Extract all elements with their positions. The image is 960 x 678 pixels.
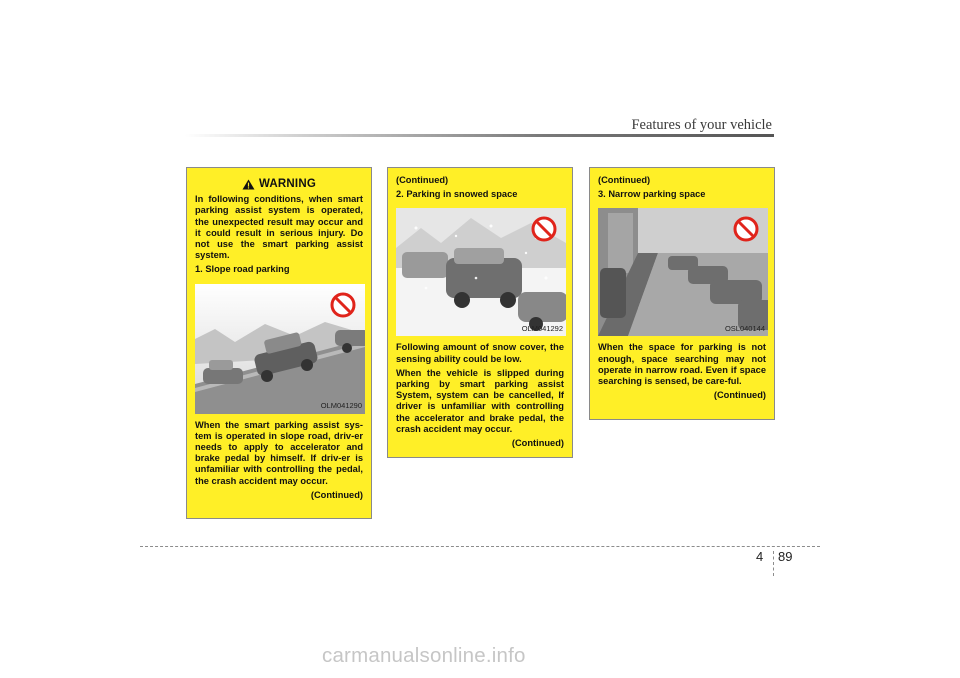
footer-rule bbox=[140, 546, 820, 547]
warning-title: WARNING bbox=[259, 178, 316, 190]
item-title-snow: 2. Parking in snowed space bbox=[396, 189, 518, 200]
item-title-slope: 1. Slope road parking bbox=[195, 264, 290, 275]
continued-label: (Continued) bbox=[511, 438, 564, 449]
continued-top: (Continued) bbox=[598, 175, 651, 185]
continued-label: (Continued) bbox=[713, 390, 766, 401]
header-rule bbox=[185, 134, 774, 137]
snow-body-1: Following amount of snow cover, the sensing ability could be low. bbox=[396, 342, 564, 364]
snow-body-2: When the vehicle is slipped during parking by smart parking assist System, system can be cancelled, If driver is unfamiliar with controlling the accelerator and brake pedal, the crash accident may occur. bbox=[396, 367, 564, 434]
section-number: 4 bbox=[756, 549, 764, 564]
prohibited-icon bbox=[531, 216, 557, 242]
running-header-title: Features of your vehicle bbox=[631, 117, 772, 133]
slope-illustration bbox=[195, 284, 365, 414]
image-code: OLM041290 bbox=[320, 401, 362, 411]
snow-illustration bbox=[396, 208, 566, 336]
narrow-body: When the space for parking is not enough, space searching may not operate in narrow road. Even if space searching is sensed, be care-ful. bbox=[598, 342, 766, 387]
warning-heading bbox=[195, 179, 363, 190]
page-number-divider bbox=[773, 551, 774, 576]
item-title-narrow: 3. Narrow parking space bbox=[598, 189, 706, 200]
site-watermark: carmanualsonline.info bbox=[322, 644, 526, 667]
narrow-illustration bbox=[598, 208, 768, 336]
warning-intro: In following conditions, when smart parking assist system is operated, the unexpected result may occur and it could result in serious injury. Do not use the smart parking assist system. bbox=[195, 194, 363, 261]
warning-box-narrow bbox=[589, 167, 775, 420]
image-code: OSL040144 bbox=[724, 324, 765, 334]
continued-top: (Continued) bbox=[396, 175, 449, 185]
warning-triangle-icon bbox=[242, 179, 255, 190]
continued-label: (Continued) bbox=[310, 489, 363, 500]
warning-box-slope bbox=[186, 167, 372, 519]
slope-body: When the smart parking assist sys-tem is operated in slope road, driv-er needs to apply to accelerator and brake pedal by himself. If driv-er is unfamiliar with controlling the pedal, the crash accident may occur. bbox=[195, 419, 363, 486]
warning-box-snow bbox=[387, 167, 573, 458]
prohibited-icon bbox=[330, 292, 356, 318]
image-code: OLM041292 bbox=[521, 324, 563, 334]
prohibited-icon bbox=[733, 216, 759, 242]
page-number: 89 bbox=[778, 549, 793, 564]
